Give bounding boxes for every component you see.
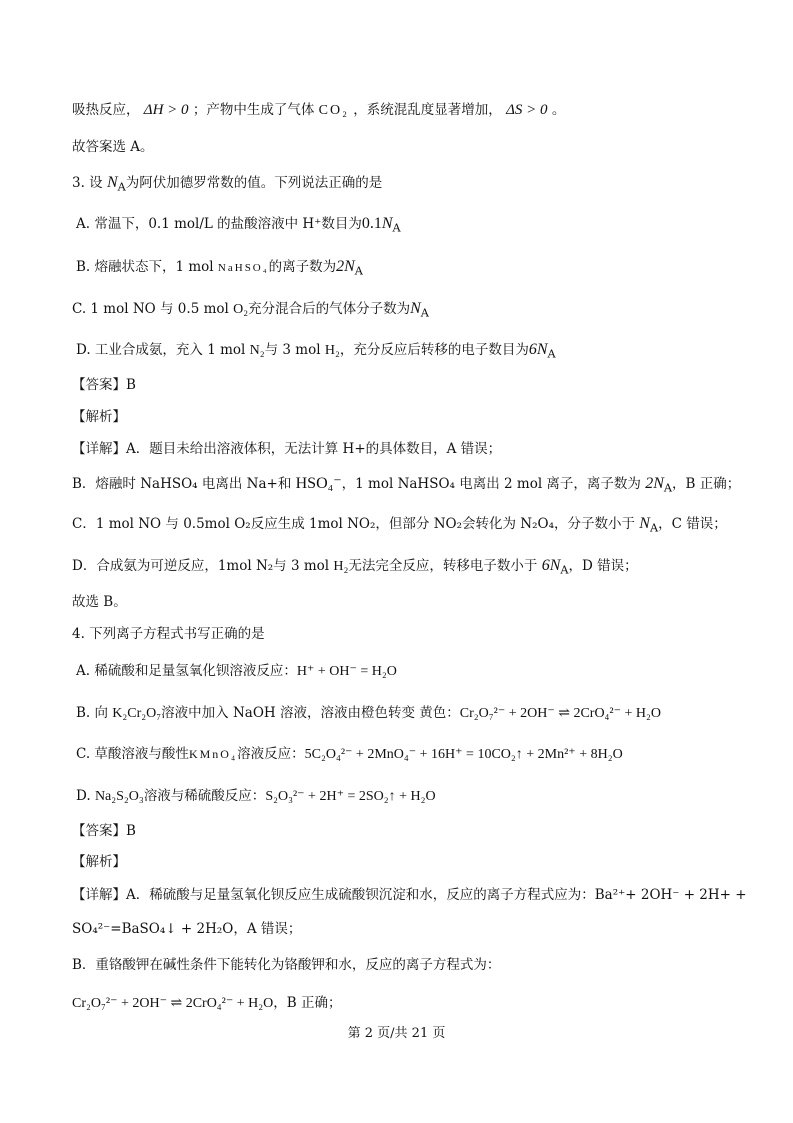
option-text: 溶液与稀硫酸反应： — [143, 788, 266, 804]
text: ，D 错误； — [568, 558, 638, 574]
answer-4: 【答案】B — [72, 823, 136, 839]
question-3 — [72, 174, 763, 197]
option-text: D. 工业合成氨，充入 1 mol — [76, 342, 250, 358]
na-symbol: N — [639, 515, 650, 532]
option-3a — [76, 215, 763, 238]
na-symbol: 2N — [336, 258, 355, 275]
na-sub: A — [560, 563, 569, 577]
o2-formula: O₂ — [233, 302, 249, 317]
text: C．1 mol NO 与 0.5mol O₂反应生成 1mol NO₂，但部分 NO₂会转化为 N₂O₄，分子数小于 — [72, 516, 640, 532]
q-number: 3. 设 — [72, 175, 107, 191]
option-3d — [76, 341, 763, 364]
option-text: 充分混合后的气体分子数为 — [248, 301, 411, 317]
option-text: C. 1 mol NO 与 0.5 mol — [72, 301, 234, 317]
option-text: A. 稀硫酸和足量氢氧化钡溶液反应： — [76, 663, 297, 679]
equation: 5C₂O₄²⁻ + 2MnO₄⁻ + 16H⁺ = 10CO₂↑ + 2Mn²⁺ + 8H₂O — [304, 747, 623, 762]
option-4b — [76, 704, 763, 723]
na-sub: A — [354, 264, 363, 278]
selection-3: 故选 B。 — [72, 594, 127, 610]
option-text: B. 熔融状态下，1 mol — [76, 259, 218, 275]
detail-4b-line-1: B．重铬酸钾在碱性条件下能转化为铬酸钾和水，反应的离子方程式为： — [72, 957, 501, 973]
detail-3b — [72, 475, 763, 498]
na-symbol: N — [106, 174, 118, 191]
option-text: ，充分反应后转移的电子数目为 — [339, 342, 529, 358]
text: ，B 正确； — [672, 476, 741, 492]
na-sub: A — [392, 221, 401, 235]
question-4: 4. 下列离子方程式书写正确的是 — [72, 626, 265, 642]
detail-3d — [72, 557, 763, 580]
answer-3: 【答案】B — [72, 377, 136, 393]
na-symbol: 6N — [528, 341, 548, 358]
text: 吸热反应， — [72, 102, 140, 118]
option-text: C. 草酸溶液与酸性 — [76, 746, 189, 762]
option-text: 的离子数为 — [268, 259, 337, 275]
na-symbol: N — [410, 300, 421, 317]
na-symbol: 2N — [645, 475, 664, 492]
equation: Cr₂O₇²⁻ + 2OH⁻ ⇌ 2CrO₄²⁻ + H₂O — [72, 996, 274, 1011]
page-footer: 第 2 页/共 21 页 — [347, 1026, 446, 1041]
option-text: B. 向 — [76, 705, 113, 721]
co2-formula: CO₂ — [318, 103, 349, 118]
k2cr2o7-formula: K₂Cr₂O₇ — [112, 706, 162, 721]
na-symbol: 6N — [541, 557, 561, 574]
option-4c — [76, 745, 763, 764]
text: 。 — [551, 102, 566, 118]
na-sub: A — [420, 306, 429, 320]
option-text: 与 3 mol — [264, 342, 325, 358]
detail-3c — [72, 515, 763, 538]
option-text: 溶液反应： — [237, 746, 305, 762]
text: ，1 mol NaHSO₄ 电离出 2 mol 离子，离子数为 — [341, 476, 646, 492]
na-sub: A — [663, 481, 673, 495]
na-sub: A — [547, 347, 556, 361]
intro-line-1 — [72, 101, 763, 120]
equation: H⁺ + OH⁻ = H₂O — [296, 664, 397, 679]
text: D．合成氨为可逆反应，1mol N₂与 3 mol — [72, 558, 334, 574]
text: 无法完全反应，转移电子数小于 — [348, 558, 542, 574]
na2s2o3-formula: Na₂S₂O₃ — [94, 789, 144, 804]
option-text: A. 常温下，0.1 mol/L 的盐酸溶液中 H⁺数目为 — [76, 216, 362, 232]
option-3c — [72, 300, 763, 323]
text: ，C 错误； — [658, 516, 727, 532]
equation: Cr₂O₇²⁻ + 2OH⁻ ⇌ 2CrO₄²⁻ + H₂O — [459, 706, 662, 721]
text: ，B 正确； — [273, 995, 342, 1011]
n2-formula: N₂ — [249, 343, 265, 358]
option-4a — [76, 662, 763, 681]
option-3b — [76, 258, 763, 281]
detail-3a: 【详解】A．题目未给出溶液体积，无法计算 H+的具体数目，A 错误； — [72, 441, 502, 457]
text: B．熔融时 NaHSO₄ 电离出 Na+和 — [72, 476, 296, 492]
value: 0.1 — [361, 215, 382, 232]
kmno4-formula: KMnO₄ — [188, 747, 238, 761]
na-sub: A — [649, 521, 659, 535]
analysis-heading-4: 【解析】 — [72, 854, 126, 870]
na-sub: A — [117, 180, 126, 194]
hso4-formula: HSO₄⁻ — [295, 475, 342, 492]
nahso4-formula: NaHSO₄ — [217, 262, 269, 274]
option-4d — [76, 787, 763, 806]
delta-h-formula: ΔH > 0 — [143, 102, 189, 118]
detail-4a-line-1: 【详解】A．稀硫酸与足量氢氧化钡反应生成硫酸钡沉淀和水，反应的离子方程式应为：Ba²⁺+ 2OH⁻ + 2H+ + — [72, 887, 747, 903]
detail-4a-line-2: SO₄²⁻=BaSO₄↓ + 2H₂O，A 错误； — [72, 921, 302, 937]
h2-formula: H₂ — [333, 559, 349, 574]
na-symbol: N — [381, 215, 393, 232]
detail-4b-line-2 — [72, 994, 763, 1013]
delta-s-formula: ΔS > 0 — [506, 102, 548, 118]
h2-formula: H₂ — [324, 343, 340, 358]
option-text: D. — [76, 788, 95, 804]
answer-line-2: 故答案选 A。 — [72, 139, 154, 155]
text: ，系统混乱度显著增加， — [353, 102, 502, 118]
option-text: 溶液中加入 NaOH 溶液，溶液由橙色转变 黄色： — [161, 705, 460, 721]
equation: S₂O₃²⁻ + 2H⁺ = 2SO₂↑ + H₂O — [265, 789, 436, 804]
analysis-heading-3: 【解析】 — [72, 409, 126, 425]
q-text: 为阿伏加德罗常数的值。下列说法正确的是 — [125, 175, 383, 191]
text: ；产物中生成了气体 — [192, 102, 315, 118]
